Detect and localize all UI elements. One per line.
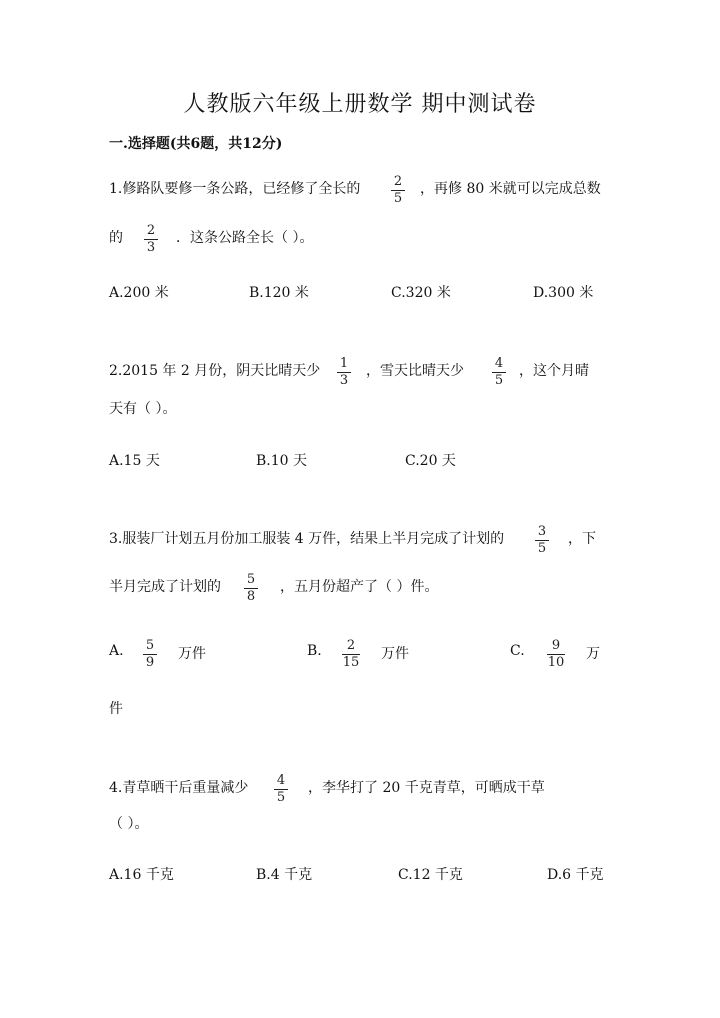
section-heading: 一.选择题(共6题，共12分) (109, 136, 283, 152)
q3-option-c-fraction[interactable] (547, 639, 565, 670)
q4-option-d[interactable]: D.6 千克 (547, 867, 604, 883)
q4-text-line1b: ，李华打了 20 千克青草，可晒成干草 (308, 780, 545, 796)
q1-option-c[interactable]: C.320 米 (391, 285, 451, 301)
q4-option-a[interactable]: A.16 千克 (109, 867, 174, 883)
q3-optC-denominator: 10 (547, 655, 565, 670)
q3-optA-denominator: 9 (145, 655, 155, 670)
q2-text-line1a: 2.2015 年 2 月份，阴天比晴天少 (109, 363, 321, 379)
q4-frac1-denominator: 5 (276, 790, 286, 805)
q1-frac1-denominator: 5 (393, 191, 403, 206)
q3-option-b-fraction[interactable] (342, 639, 360, 670)
q3-option-a-label[interactable]: A. (109, 643, 124, 659)
q3-text-line1b: ，下 (568, 531, 596, 547)
q1-option-d[interactable]: D.300 米 (533, 285, 594, 301)
q2-option-c[interactable]: C.20 天 (405, 453, 456, 469)
q2-frac2-denominator: 5 (494, 373, 504, 388)
q2-frac2-numerator: 4 (494, 356, 504, 371)
q2-fraction-2 (492, 357, 506, 388)
q3-option-c-label[interactable]: C. (510, 643, 525, 659)
q4-option-c[interactable]: C.12 千克 (398, 867, 463, 883)
q1-text-line2b: ．这条公路全长（ ）。 (176, 230, 314, 246)
q1-text-line1a: 1.修路队要修一条公路，已经修了全长的 (109, 181, 361, 197)
q1-fraction-1 (391, 175, 405, 206)
q1-text-line1b: ，再修 80 米就可以完成总数 (420, 181, 601, 197)
q2-frac1-denominator: 3 (339, 373, 349, 388)
q1-frac2-numerator: 2 (146, 223, 156, 238)
q3-frac1-denominator: 5 (537, 541, 547, 556)
q1-frac2-denominator: 3 (146, 240, 156, 255)
q4-option-b[interactable]: B.4 千克 (256, 867, 313, 883)
q3-optB-numerator: 2 (346, 638, 356, 653)
q3-text-line2a: 半月完成了计划的 (109, 579, 221, 595)
q3-frac2-denominator: 8 (246, 589, 256, 604)
q3-text-line2b: ，五月份超产了（ ）件。 (280, 579, 439, 595)
q4-fraction-1 (274, 774, 288, 805)
q3-optB-denominator: 15 (342, 655, 360, 670)
q2-text-line1b: ，雪天比晴天少 (366, 363, 464, 379)
q3-text-line1a: 3.服装厂计划五月份加工服装 4 万件，结果上半月完成了计划的 (109, 531, 505, 547)
q2-option-a[interactable]: A.15 天 (109, 453, 160, 469)
q3-frac2-numerator: 5 (246, 572, 256, 587)
q3-fraction-2 (244, 573, 258, 604)
q3-option-b-unit: 万件 (381, 646, 409, 662)
page-title: 人教版六年级上册数学 期中测试卷 (183, 92, 537, 117)
q1-option-b[interactable]: B.120 米 (249, 285, 309, 301)
q4-text-line1a: 4.青草晒干后重量减少 (109, 780, 249, 796)
q2-text-line1c: ，这个月晴 (519, 363, 589, 379)
q4-frac1-numerator: 4 (276, 773, 286, 788)
q1-fraction-2 (144, 224, 158, 255)
q2-text-line2: 天有（ ）。 (109, 401, 177, 417)
q1-option-a[interactable]: A.200 米 (109, 285, 169, 301)
q3-frac1-numerator: 3 (537, 524, 547, 539)
q4-text-line2: （ ）。 (109, 816, 149, 832)
q1-text-line2a: 的 (109, 230, 123, 246)
q3-optA-numerator: 5 (145, 638, 155, 653)
q3-option-a-fraction[interactable] (143, 639, 157, 670)
q3-fraction-1 (535, 525, 549, 556)
q1-frac1-numerator: 2 (393, 174, 403, 189)
q2-option-b[interactable]: B.10 天 (256, 453, 308, 469)
q3-option-c-wrap: 件 (109, 701, 123, 717)
q3-optC-numerator: 9 (551, 638, 561, 653)
q2-frac1-numerator: 1 (339, 356, 349, 371)
q3-option-c-unit: 万 (586, 646, 600, 662)
q3-option-b-label[interactable]: B. (307, 643, 322, 659)
q2-fraction-1 (337, 357, 351, 388)
q3-option-a-unit: 万件 (178, 646, 206, 662)
